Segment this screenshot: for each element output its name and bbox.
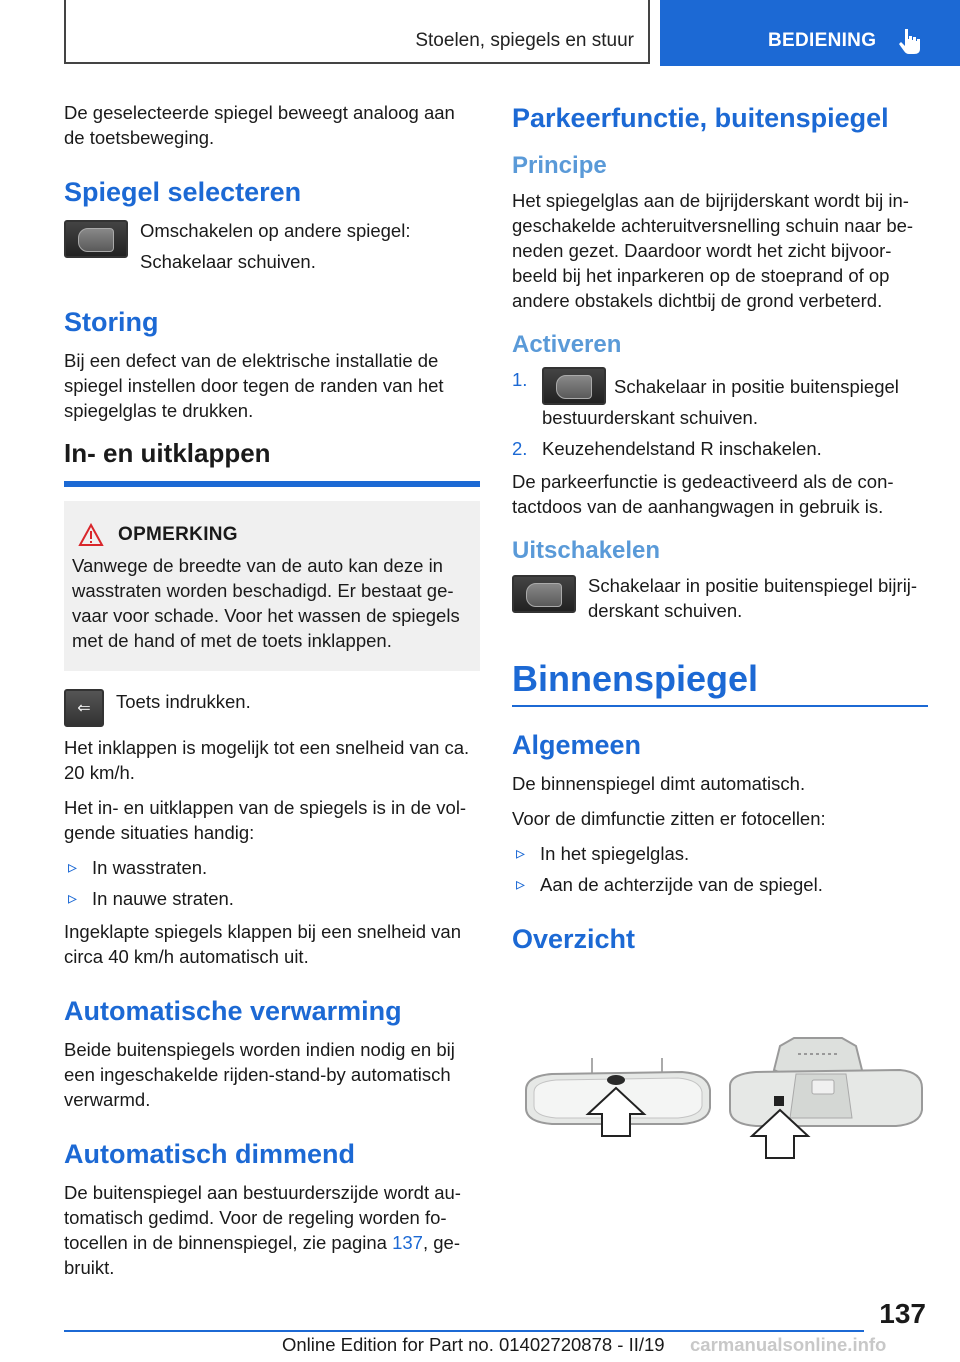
step-text: Schakelaar in positie buitenspiegel bestuurderskant schuiven.: [542, 376, 899, 428]
page-number: 137: [879, 1298, 926, 1329]
warning-triangle-icon: [78, 523, 104, 547]
deactivate-text: Schakelaar in positie buitenspiegel bijrij-derskant schuiven.: [588, 575, 918, 621]
step-number: 2.: [512, 438, 528, 459]
section-title-box: [64, 0, 650, 64]
fold-heading: In- en uitklappen: [64, 437, 480, 487]
edition-text: Online Edition for Part no. 01402720878 - II/19: [282, 1334, 665, 1355]
list-item: ▹ In nauwe straten.: [64, 886, 480, 911]
select-line2: Schakelaar schuiven.: [140, 251, 316, 272]
page-header: [0, 0, 960, 66]
mirror-switch-icon: [512, 575, 576, 613]
heating-text: Beide buitenspiegels worden indien nodig en bij een ingeschakelde rijden-stand-by automatisch verwarmd.: [64, 1039, 455, 1110]
fold-para2: Het in- en uitklappen van de spiegels is in de vol-gende situaties handig:: [64, 797, 467, 843]
warning-note: [64, 501, 480, 671]
chapter-tab-label: BEDIENING: [768, 30, 877, 51]
fold-button-instruction: [64, 689, 480, 727]
left-column: [64, 100, 480, 1290]
section-title: Stoelen, spiegels en stuur: [415, 30, 634, 51]
select-instruction: [64, 218, 480, 280]
chapter-tab[interactable]: [660, 0, 960, 66]
footer-divider: [64, 1330, 864, 1332]
dimming-heading: Automatisch dimmend: [64, 1139, 356, 1169]
list-item: ▹ In het spiegelglas.: [512, 841, 928, 866]
deactivate-heading: Uitschakelen: [512, 537, 661, 564]
intro-text: De geselecteerde spiegel beweegt analoog aan de toetsbeweging.: [64, 102, 455, 148]
list-item: [512, 367, 928, 430]
fault-heading: Storing: [64, 307, 159, 337]
step-text: Keuzehendelstand R inschakelen.: [542, 438, 822, 459]
general-text1: De binnenspiegel dimt automatisch.: [512, 773, 806, 794]
right-column: [512, 100, 928, 965]
note-text: Vanwege de breedte van de auto kan deze in wasstraten worden beschadigd. Er bestaat ge-vaar voor schade. Voor het wassen de spiegels met de hand of met de toets inklappen.: [72, 555, 460, 651]
step-number: 1.: [512, 369, 528, 390]
fault-text: Bij een defect van de elektrische installatie de spiegel instellen door tegen de randen van het spiegelglas te drukken.: [64, 350, 444, 421]
fold-button-text: Toets indrukken.: [116, 691, 251, 712]
select-line1: Omschakelen op andere spiegel:: [140, 220, 411, 241]
mirror-switch-icon: [542, 367, 606, 405]
mirror-switch-icon: [64, 220, 128, 258]
parking-heading: Parkeerfunctie, buitenspiegel: [512, 103, 889, 133]
fold-situations-list: [64, 855, 480, 911]
general-text2: Voor de dimfunctie zitten er fotocellen:: [512, 808, 826, 829]
deactivate-instruction: [512, 573, 928, 633]
overview-heading: Overzicht: [512, 924, 636, 954]
principle-heading: Principe: [512, 152, 607, 179]
activate-heading: Activeren: [512, 331, 622, 358]
dimming-text: [64, 1180, 480, 1280]
photocell-list: [512, 841, 928, 897]
list-item: [512, 436, 928, 461]
hand-pointer-icon: [898, 27, 922, 55]
fold-para3: Ingeklapte spiegels klappen bij een snelheid van circa 40 km/h automatisch uit.: [64, 921, 462, 967]
interior-mirror-illustration: [512, 1030, 928, 1180]
list-item: ▹ In wasstraten.: [64, 855, 480, 880]
page-reference-link[interactable]: 137: [392, 1232, 423, 1253]
activate-note: De parkeerfunctie is gedeactiveerd als de con-tactdoos van de aanhangwagen in gebruik is.: [512, 471, 894, 517]
dimming-text-end: , ge-bruikt.: [64, 1232, 461, 1278]
watermark: carmanualsonline.info: [690, 1334, 887, 1355]
principle-text: Het spiegelglas aan de bijrijderskant wordt bij in-geschakelde achteruitversnelling schuin naar be-neden gezet. Daardoor wordt het zicht bijvoor-beeld bij het inparkeren op de stoeprand of op andere obstakels dichtbij de grond verbeterd.: [512, 190, 914, 311]
fold-mirror-button-icon: ⇐: [64, 689, 104, 727]
dimming-text-start: De buitenspiegel aan bestuurderszijde wordt au-tomatisch gedimd. Voor de regeling worden fo-tocellen in de binnenspiegel, zie pagina: [64, 1182, 461, 1253]
list-item: ▹ Aan de achterzijde van de spiegel.: [512, 872, 928, 897]
general-heading: Algemeen: [512, 730, 642, 760]
select-heading: Spiegel selecteren: [64, 177, 302, 207]
note-label: OPMERKING: [118, 524, 238, 545]
fold-para1: Het inklappen is mogelijk tot een snelheid van ca. 20 km/h.: [64, 737, 470, 783]
interior-mirror-heading: Binnenspiegel: [512, 657, 928, 707]
activate-steps: [512, 367, 928, 461]
heating-heading: Automatische verwarming: [64, 996, 402, 1026]
